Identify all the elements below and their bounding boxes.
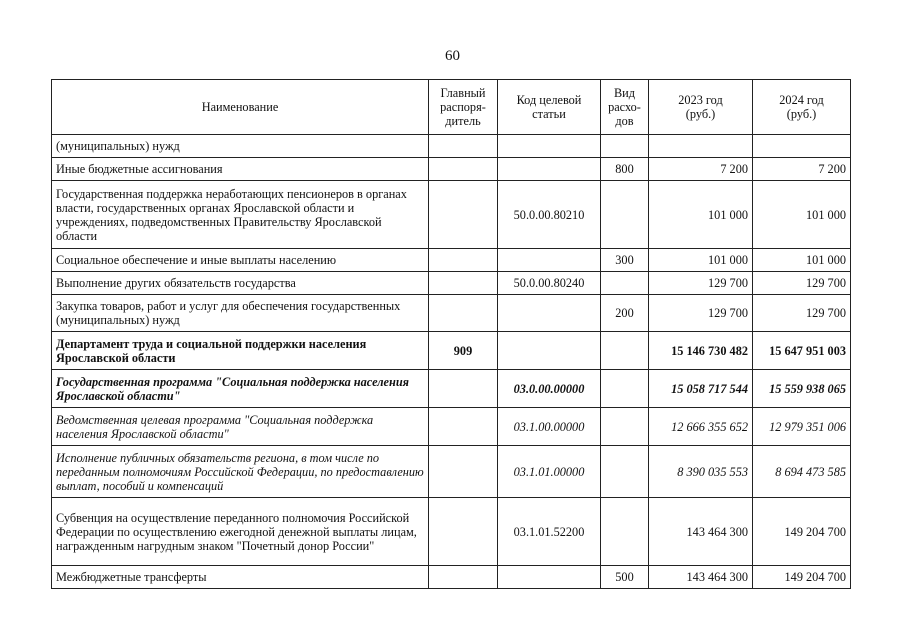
table-row [52, 181, 851, 249]
cell-code: 03.1.01.52200 [498, 498, 601, 566]
cell-code [498, 158, 601, 181]
cell-type: 500 [601, 566, 649, 589]
table-row [52, 135, 851, 158]
cell-name: Департамент труда и социальной поддержки населения Ярославской области [52, 332, 429, 370]
cell-name: Государственная программа "Социальная поддержка населения Ярославской области" [52, 370, 429, 408]
cell-2024: 7 200 [753, 158, 851, 181]
cell-2023: 7 200 [649, 158, 753, 181]
cell-type [601, 332, 649, 370]
table-row [52, 332, 851, 370]
cell-name: (муниципальных) нужд [52, 135, 429, 158]
cell-name: Иные бюджетные ассигнования [52, 158, 429, 181]
cell-admin [429, 135, 498, 158]
cell-2024: 15 647 951 003 [753, 332, 851, 370]
cell-code: 50.0.00.80240 [498, 272, 601, 295]
cell-admin [429, 370, 498, 408]
cell-code: 03.0.00.00000 [498, 370, 601, 408]
cell-type [601, 181, 649, 249]
cell-code [498, 135, 601, 158]
cell-2023: 12 666 355 652 [649, 408, 753, 446]
table-row [52, 370, 851, 408]
cell-admin [429, 272, 498, 295]
cell-name: Ведомственная целевая программа "Социальная поддержка населения Ярославской области" [52, 408, 429, 446]
table-row [52, 446, 851, 498]
cell-type [601, 498, 649, 566]
table-row [52, 158, 851, 181]
col-header-2023: 2023 год (руб.) [649, 80, 753, 135]
cell-code [498, 295, 601, 332]
table-row [52, 408, 851, 446]
table-row [52, 498, 851, 566]
cell-2023: 129 700 [649, 295, 753, 332]
cell-2024: 15 559 938 065 [753, 370, 851, 408]
cell-code [498, 566, 601, 589]
cell-code: 50.0.00.80210 [498, 181, 601, 249]
cell-name: Исполнение публичных обязательств региона, в том числе по переданным полномочиям Российской Федерации, по предоставлению выплат, пособий и компенсаций [52, 446, 429, 498]
cell-admin [429, 566, 498, 589]
cell-2023: 143 464 300 [649, 498, 753, 566]
cell-type: 300 [601, 249, 649, 272]
col-header-admin: Главный распоря- дитель [429, 80, 498, 135]
cell-type [601, 135, 649, 158]
cell-2024: 101 000 [753, 249, 851, 272]
cell-type [601, 408, 649, 446]
cell-2023: 15 058 717 544 [649, 370, 753, 408]
cell-2024: 129 700 [753, 295, 851, 332]
cell-admin [429, 408, 498, 446]
cell-admin [429, 181, 498, 249]
page-number: 60 [445, 48, 460, 64]
cell-name: Выполнение других обязательств государства [52, 272, 429, 295]
table-row [52, 295, 851, 332]
cell-code: 03.1.01.00000 [498, 446, 601, 498]
col-header-type: Вид расхо- дов [601, 80, 649, 135]
cell-admin [429, 498, 498, 566]
cell-2023: 101 000 [649, 249, 753, 272]
cell-name: Закупка товаров, работ и услуг для обеспечения государственных (муниципальных) нужд [52, 295, 429, 332]
cell-type [601, 272, 649, 295]
cell-2024 [753, 135, 851, 158]
budget-table [51, 79, 851, 589]
table-row [52, 566, 851, 589]
cell-2024: 149 204 700 [753, 566, 851, 589]
cell-2023 [649, 135, 753, 158]
cell-code [498, 332, 601, 370]
cell-2023: 8 390 035 553 [649, 446, 753, 498]
cell-type [601, 370, 649, 408]
table-row [52, 272, 851, 295]
cell-2024: 101 000 [753, 181, 851, 249]
cell-type: 800 [601, 158, 649, 181]
cell-code [498, 249, 601, 272]
cell-2024: 129 700 [753, 272, 851, 295]
cell-2023: 15 146 730 482 [649, 332, 753, 370]
cell-2024: 149 204 700 [753, 498, 851, 566]
cell-admin [429, 295, 498, 332]
cell-code: 03.1.00.00000 [498, 408, 601, 446]
cell-name: Социальное обеспечение и иные выплаты населению [52, 249, 429, 272]
cell-admin [429, 446, 498, 498]
cell-2023: 101 000 [649, 181, 753, 249]
cell-name: Межбюджетные трансферты [52, 566, 429, 589]
cell-admin: 909 [429, 332, 498, 370]
cell-2023: 129 700 [649, 272, 753, 295]
cell-admin [429, 158, 498, 181]
cell-2024: 12 979 351 006 [753, 408, 851, 446]
table-header-row [52, 80, 851, 135]
cell-name: Государственная поддержка неработающих пенсионеров в органах власти, государственных органах Ярославской области и учреждениях, подведомственных Правительству Ярославской области [52, 181, 429, 249]
cell-type [601, 446, 649, 498]
col-header-name: Наименование [52, 80, 429, 135]
cell-admin [429, 249, 498, 272]
cell-2023: 143 464 300 [649, 566, 753, 589]
table-row [52, 249, 851, 272]
col-header-code: Код целевой статьи [498, 80, 601, 135]
cell-name: Субвенция на осуществление переданного полномочия Российской Федерации по осуществлению ежегодной денежной выплаты лицам, награжденным нагрудным знаком "Почетный донор России" [52, 498, 429, 566]
col-header-2024: 2024 год (руб.) [753, 80, 851, 135]
cell-type: 200 [601, 295, 649, 332]
cell-2024: 8 694 473 585 [753, 446, 851, 498]
